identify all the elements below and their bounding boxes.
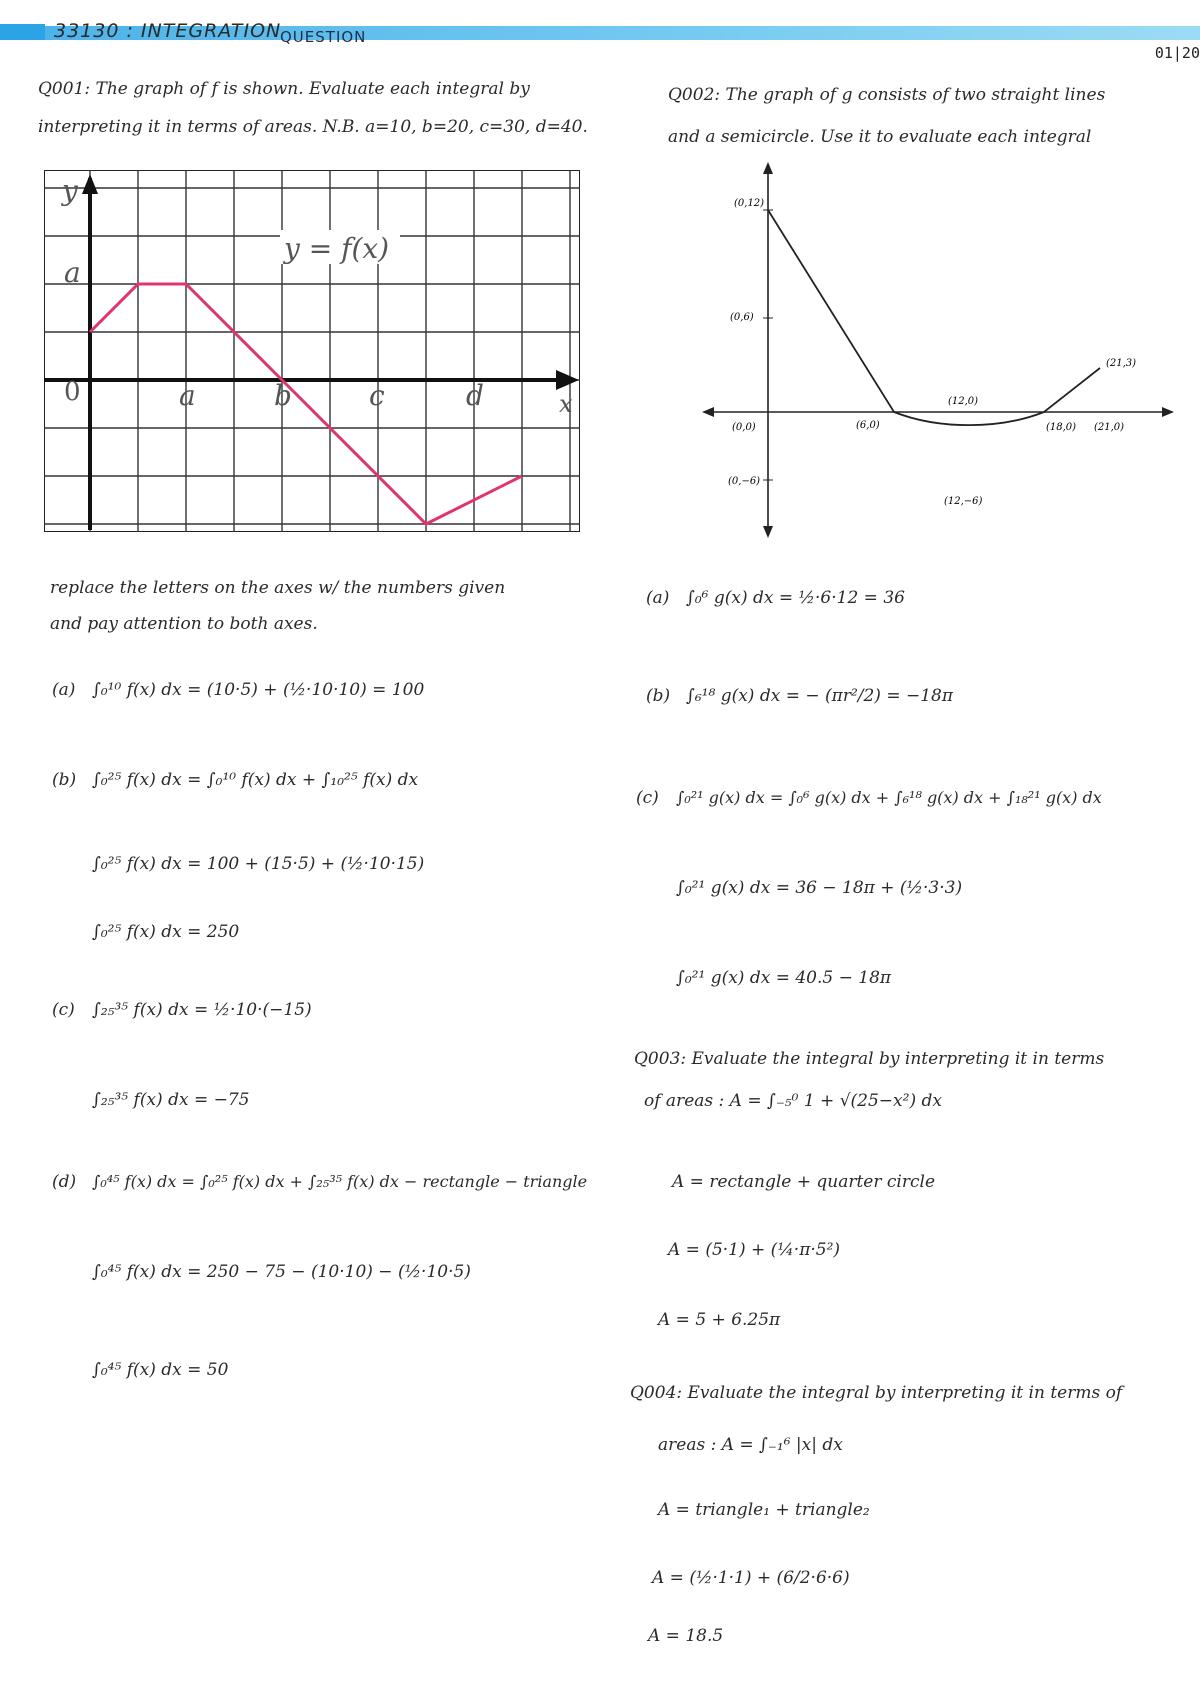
q2c-line2: ∫₀²¹ g(x) dx = 36 − 18π + (½·3·3) (676, 878, 963, 898)
q2-label-6-0: (6,0) (856, 420, 880, 431)
q1a-label: (a) (52, 680, 76, 700)
q4-prompt-line1: Q004: Evaluate the integral by interpreting it in terms of (630, 1383, 1123, 1403)
header-subtitle: QUESTION (280, 28, 367, 46)
q2c-line3: ∫₀²¹ g(x) dx = 40.5 − 18π (676, 968, 892, 988)
q2-label-21-0: (21,0) (1094, 422, 1125, 433)
q3-prompt-line1: Q003: Evaluate the integral by interpreting it in terms (634, 1049, 1105, 1069)
q1d-line2: ∫₀⁴⁵ f(x) dx = 250 − 75 − (10·10) − (½·10·5) (92, 1262, 471, 1282)
q2-prompt-line1: Q002: The graph of g consists of two straight lines (668, 85, 1106, 105)
q2c-label: (c) (636, 788, 659, 808)
q3-line2: A = (5·1) + (¼·π·5²) (668, 1240, 841, 1260)
q3-prompt-line2: of areas : A = ∫₋₅⁰ 1 + √(25−x²) dx (644, 1091, 942, 1111)
q1-curve-label: y = f(x) (284, 232, 390, 265)
q1-x-tick-b: b (274, 379, 292, 412)
q2-curve-g (768, 210, 1100, 425)
q1a-line1: ∫₀¹⁰ f(x) dx = (10·5) + (½·10·10) = 100 (92, 680, 425, 700)
q4-line3: A = 18.5 (648, 1626, 724, 1646)
q2-label-0-6: (0,6) (730, 312, 754, 323)
q2a-label: (a) (646, 588, 670, 608)
q2-x-axis-arrow-left (702, 407, 714, 417)
q1d-label: (d) (52, 1172, 77, 1192)
q1-note-line2: and pay attention to both axes. (50, 614, 318, 634)
q1b-line3: ∫₀²⁵ f(x) dx = 250 (92, 922, 240, 942)
q2b-label: (b) (646, 686, 671, 706)
q1-origin-label: 0 (64, 377, 81, 407)
q2-label-0-12: (0,12) (734, 198, 765, 209)
q1d-line3: ∫₀⁴⁵ f(x) dx = 50 (92, 1360, 229, 1380)
q1-x-tick-c: c (369, 379, 385, 412)
q1b-line2: ∫₀²⁵ f(x) dx = 100 + (15·5) + (½·10·15) (92, 854, 425, 874)
q1-y-axis-label: y (62, 174, 78, 207)
q1c-line2: ∫₂₅³⁵ f(x) dx = −75 (92, 1090, 250, 1110)
q2a-line1: ∫₀⁶ g(x) dx = ½·6·12 = 36 (686, 588, 905, 608)
q1-graph-frame (44, 170, 580, 532)
course-code: 33130 : INTEGRATION (54, 20, 282, 42)
q2-label-12-m6: (12,−6) (944, 496, 983, 507)
q1-prompt-line2: interpreting it in terms of areas. N.B. a=10, b=20, c=30, d=40. (38, 117, 588, 137)
q1-graph (44, 170, 580, 532)
q2-label-12-0: (12,0) (948, 396, 979, 407)
q1-note-line1: replace the letters on the axes w/ the numbers given (50, 578, 506, 598)
q2c-line1: ∫₀²¹ g(x) dx = ∫₀⁶ g(x) dx + ∫₆¹⁸ g(x) dx + ∫₁₈²¹ g(x) dx (676, 788, 1102, 807)
q2-x-axis-arrow-right (1162, 407, 1174, 417)
q4-prompt-line2: areas : A = ∫₋₁⁶ |x| dx (658, 1435, 843, 1455)
q1b-line1: ∫₀²⁵ f(x) dx = ∫₀¹⁰ f(x) dx + ∫₁₀²⁵ f(x) dx (92, 770, 419, 790)
page-number: 01|20 (1154, 44, 1200, 62)
q1-x-tick-a: a (179, 379, 196, 412)
q2-y-axis-arrow-up (763, 162, 773, 174)
q2-label-0-m6: (0,−6) (728, 476, 761, 487)
header-tab-marker (0, 24, 45, 40)
q1-prompt-line1: Q001: The graph of f is shown. Evaluate each integral by (38, 79, 530, 99)
q1b-label: (b) (52, 770, 77, 790)
q2-label-0-0: (0,0) (732, 422, 756, 433)
q3-line1: A = rectangle + quarter circle (672, 1172, 936, 1192)
q1-x-axis-label: x (559, 390, 573, 418)
q2-label-18-0: (18,0) (1046, 422, 1077, 433)
q1-x-tick-d: d (466, 379, 484, 412)
q1-y-tick-a: a (64, 256, 81, 289)
q1c-line1: ∫₂₅³⁵ f(x) dx = ½·10·(−15) (92, 1000, 312, 1020)
q2-prompt-line2: and a semicircle. Use it to evaluate each integral (668, 127, 1092, 147)
q2b-line1: ∫₆¹⁸ g(x) dx = − (πr²/2) = −18π (686, 686, 954, 706)
q4-line2: A = (½·1·1) + (6/2·6·6) (652, 1568, 850, 1588)
q2-y-axis-arrow-down (763, 526, 773, 538)
q3-line3: A = 5 + 6.25π (658, 1310, 781, 1330)
q2-graph (700, 160, 1180, 540)
q4-line1: A = triangle₁ + triangle₂ (658, 1500, 870, 1520)
q1d-line1: ∫₀⁴⁵ f(x) dx = ∫₀²⁵ f(x) dx + ∫₂₅³⁵ f(x) dx − rectangle − triangle (92, 1172, 588, 1191)
q1c-label: (c) (52, 1000, 75, 1020)
q2-label-21-3: (21,3) (1106, 358, 1137, 369)
